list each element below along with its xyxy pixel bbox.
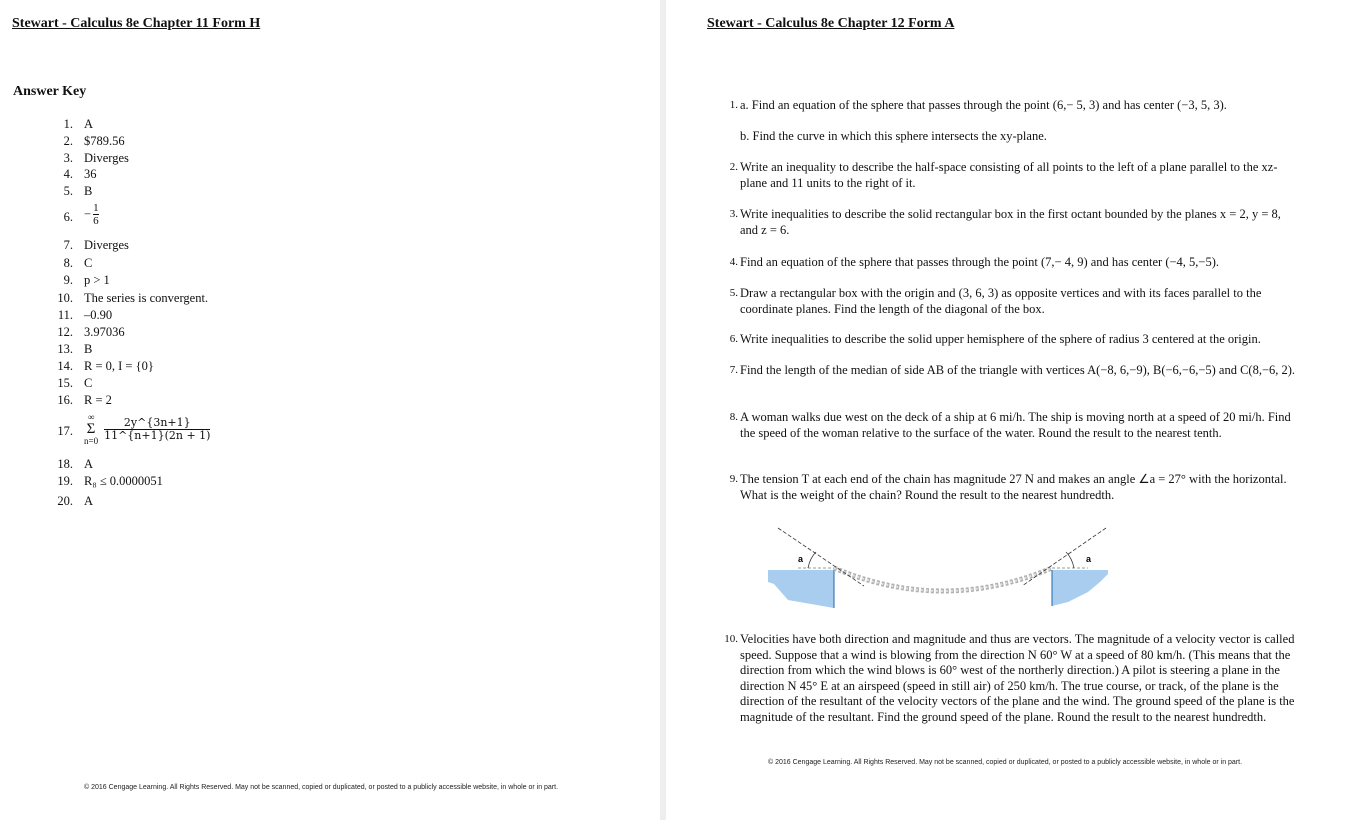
summation <box>84 412 98 446</box>
negative-sign: − <box>84 207 92 221</box>
answer-value: p > 1 <box>84 273 110 287</box>
answer-value: A <box>84 494 94 508</box>
answer-value: R₈ ≤ 0.0000051 <box>84 474 163 488</box>
question-text: Write an inequality to describe the half-space consisting of all points to the left of a plane parallel to the xz-plane and 11 units to the right of it. <box>740 160 1278 190</box>
answer-value: B <box>84 184 93 198</box>
question-number: 6. <box>729 333 738 345</box>
answer-value: Diverges <box>84 238 129 252</box>
copyright-footer: © 2016 Cengage Learning. All Rights Reserved. May not be scanned, copied or duplicated, or posted to a publicly accessible website, in whole or in part. <box>84 784 559 791</box>
question-text: Velocities have both direction and magnitude and thus are vectors. The magnitude of a velocity vector is called speed. Suppose that a wind is blowing from the direction N 60° W at a speed of 80 km/h. (This means that the direction from which the wind blows is 60° west of the northerly direction.) A pilot is steering a plane in the direction N 45° E at an airspeed (speed in still air) of 250 km/h. The true course, or track, of the plane is the direction of the resultant of the velocity vectors of the plane and the wind. The ground speed of the plane is the magnitude of the resultant. Find the ground speed of the plane. Round the result to the nearest hundredth. <box>740 632 1295 724</box>
chain-highlight <box>834 568 1052 591</box>
fraction <box>104 417 210 442</box>
answer-value: Diverges <box>84 151 129 165</box>
left-support-shape <box>768 570 834 608</box>
sum-symbol: Σ <box>86 421 96 437</box>
page-header: Stewart - Calculus 8e Chapter 11 Form H <box>12 16 261 31</box>
answer-number: 1. <box>63 117 73 131</box>
question-text: A woman walks due west on the deck of a ship at 6 mi/h. The ship is moving north at a speed of 20 mi/h. Find the speed of the woman relative to the surface of the water. Round the result to the nearest tenth. <box>740 410 1291 440</box>
question-item <box>724 632 1300 725</box>
question-text: Find an equation of the sphere that passes through the point (7,− 4, 9) and has center (−4, 5,−5). <box>740 255 1220 269</box>
question-text: a. Find an equation of the sphere that passes through the point (6,− 5, 3) and has center (−3, 5, 3). <box>740 98 1227 112</box>
question-number: 8. <box>729 411 738 423</box>
answer-value: A <box>84 457 94 471</box>
question-text: Draw a rectangular box with the origin and (3, 6, 3) as opposite vertices and with its faces parallel to the coordinate planes. Find the length of the diagonal of the box. <box>740 286 1262 316</box>
right-angle-arc <box>1066 552 1074 568</box>
answer-value: R = 2 <box>84 393 112 407</box>
answer-value <box>84 412 210 446</box>
question-item <box>729 332 1300 348</box>
sum-lower: n=0 <box>84 436 99 446</box>
answer-number: 11. <box>57 308 73 322</box>
question-item <box>729 207 1300 238</box>
answer-number: 20. <box>57 494 73 508</box>
answer-value: –0.90 <box>84 308 113 322</box>
answer-number: 15. <box>57 376 73 390</box>
answer-number: 12. <box>57 325 73 339</box>
left-angle-arc <box>808 552 816 568</box>
question-number: 2. <box>729 161 738 173</box>
answer-number: 8. <box>63 256 73 270</box>
fraction-numerator: 1 <box>93 202 99 214</box>
question-item <box>729 410 1300 441</box>
right-support-shape <box>1052 570 1108 606</box>
question-number: 9. <box>729 473 738 485</box>
question-item <box>729 98 1300 114</box>
question-text: Write inequalities to describe the solid upper hemisphere of the sphere of radius 3 centered at the origin. <box>740 332 1261 346</box>
fraction <box>93 202 99 227</box>
fraction-denominator: 11^{n+1}(2n + 1) <box>104 428 211 442</box>
question-number: 5. <box>729 287 738 299</box>
answer-number: 16. <box>57 393 73 407</box>
answer-number: 19. <box>57 474 73 488</box>
answer-value: R = 0, I = {0} <box>84 359 154 373</box>
answer-key-title: Answer Key <box>13 84 87 99</box>
question-number: 7. <box>729 364 738 376</box>
answer-number: 5. <box>63 184 73 198</box>
answer-number: 7. <box>63 238 73 252</box>
answer-number: 6. <box>63 210 73 224</box>
copyright-footer: © 2016 Cengage Learning. All Rights Reserved. May not be scanned, copied or duplicated, or posted to a publicly accessible website, in whole or in part. <box>768 759 1243 766</box>
answer-number: 10. <box>57 291 73 305</box>
answer-number: 17. <box>57 424 73 438</box>
question-page <box>666 0 1363 820</box>
answer-number: 14. <box>57 359 73 373</box>
answer-number: 13. <box>57 342 73 356</box>
answer-value: C <box>84 256 93 270</box>
fraction-denominator: 6 <box>93 215 99 227</box>
question-number: 3. <box>729 208 738 220</box>
sum-upper: ∞ <box>87 412 95 422</box>
right-angle-label: a <box>1086 554 1092 564</box>
chain-diagram <box>768 524 1112 612</box>
question-item <box>729 472 1300 503</box>
answer-number: 18. <box>57 457 73 471</box>
left-angle-label: a <box>798 554 804 564</box>
answer-value: C <box>84 376 93 390</box>
page-header: Stewart - Calculus 8e Chapter 12 Form A <box>707 16 955 31</box>
answer-number: 2. <box>63 134 73 148</box>
answer-value: The series is convergent. <box>84 291 209 305</box>
answer-number: 4. <box>63 167 73 181</box>
answer-number: 9. <box>63 273 73 287</box>
answer-value <box>84 202 99 227</box>
chain-curve <box>834 568 1052 591</box>
answer-value: 3.97036 <box>84 325 125 339</box>
question-text: Find the length of the median of side AB of the triangle with vertices A(−8, 6,−9), B(−6,−6,−5) and C(8,−6, 2). <box>740 363 1296 377</box>
question-item <box>729 255 1300 271</box>
question-text: b. Find the curve in which this sphere intersects the xy-plane. <box>740 129 1047 143</box>
question-item <box>740 129 1300 145</box>
answer-value: $789.56 <box>84 134 125 148</box>
answer-key-page <box>0 0 660 820</box>
answer-number: 3. <box>63 151 73 165</box>
question-number: 10. <box>724 633 738 645</box>
question-number: 1. <box>729 99 738 111</box>
fraction-numerator: 2y^{3n+1} <box>123 415 191 429</box>
question-text: Write inequalities to describe the solid rectangular box in the first octant bounded by the planes x = 2, y = 8, and z = 6. <box>740 207 1281 237</box>
answer-value: 36 <box>84 167 97 181</box>
answer-value: A <box>84 117 94 131</box>
question-item <box>729 286 1300 317</box>
question-item <box>729 363 1300 379</box>
question-number: 4. <box>729 256 738 268</box>
question-item <box>729 160 1300 191</box>
answer-value: B <box>84 342 93 356</box>
question-text: The tension T at each end of the chain has magnitude 27 N and makes an angle ∠a = 27° with the horizontal. What is the weight of the chain? Round the result to the nearest hundredth. <box>740 472 1287 502</box>
